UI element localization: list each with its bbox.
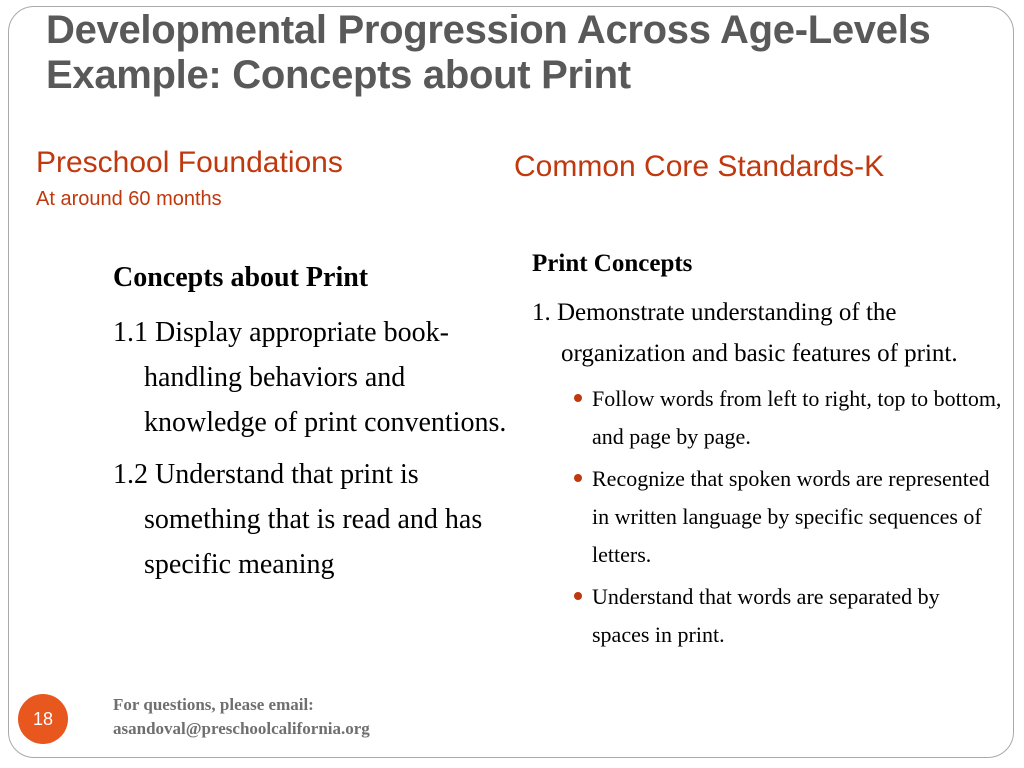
- bullet-dot-icon: [574, 394, 582, 402]
- bullet-dot-icon: [574, 592, 582, 600]
- page-number-badge: 18: [18, 694, 68, 744]
- footer-label: For questions, please email:: [113, 695, 314, 714]
- list-item: [562, 578, 1002, 654]
- foundation-item-1-1: 1.1 Display appropriate book-handling behaviors and knowledge of print conventions.: [113, 317, 507, 438]
- bullet-text: Follow words from left to right, top to bottom, and page by page.: [592, 386, 1002, 449]
- common-core-heading: Common Core Standards-K: [514, 150, 885, 183]
- footer-email[interactable]: asandoval@preschoolcalifornia.org: [113, 719, 370, 738]
- right-column-content: [532, 244, 1002, 658]
- bullet-dot-icon: [574, 474, 582, 482]
- standard-item-1: 1. Demonstrate understanding of the organization and basic features of print.: [532, 299, 958, 367]
- title-line-2: Example: Concepts about Print: [46, 53, 631, 97]
- left-column-heading: [36, 145, 343, 213]
- slide-title: [46, 8, 1021, 98]
- concepts-about-print-title: Concepts about Print: [113, 262, 369, 293]
- footer-contact: [113, 693, 370, 741]
- print-concepts-title: Print Concepts: [532, 250, 693, 277]
- bullet-text: Recognize that spoken words are represented in written language by specific sequences of letters.: [592, 466, 990, 567]
- left-column-content: [113, 258, 513, 594]
- bullet-text: Understand that words are separated by spaces in print.: [592, 584, 940, 647]
- standard-bullet-list: [532, 380, 1002, 654]
- age-subheading: At around 60 months: [36, 188, 222, 210]
- list-item: [562, 380, 1002, 456]
- preschool-foundations-heading: Preschool Foundations: [36, 146, 343, 179]
- title-line-1: Developmental Progression Across Age-Levels: [46, 8, 931, 52]
- foundation-item-1-2: 1.2 Understand that print is something that is read and has specific meaning: [113, 459, 483, 580]
- list-item: [562, 460, 1002, 574]
